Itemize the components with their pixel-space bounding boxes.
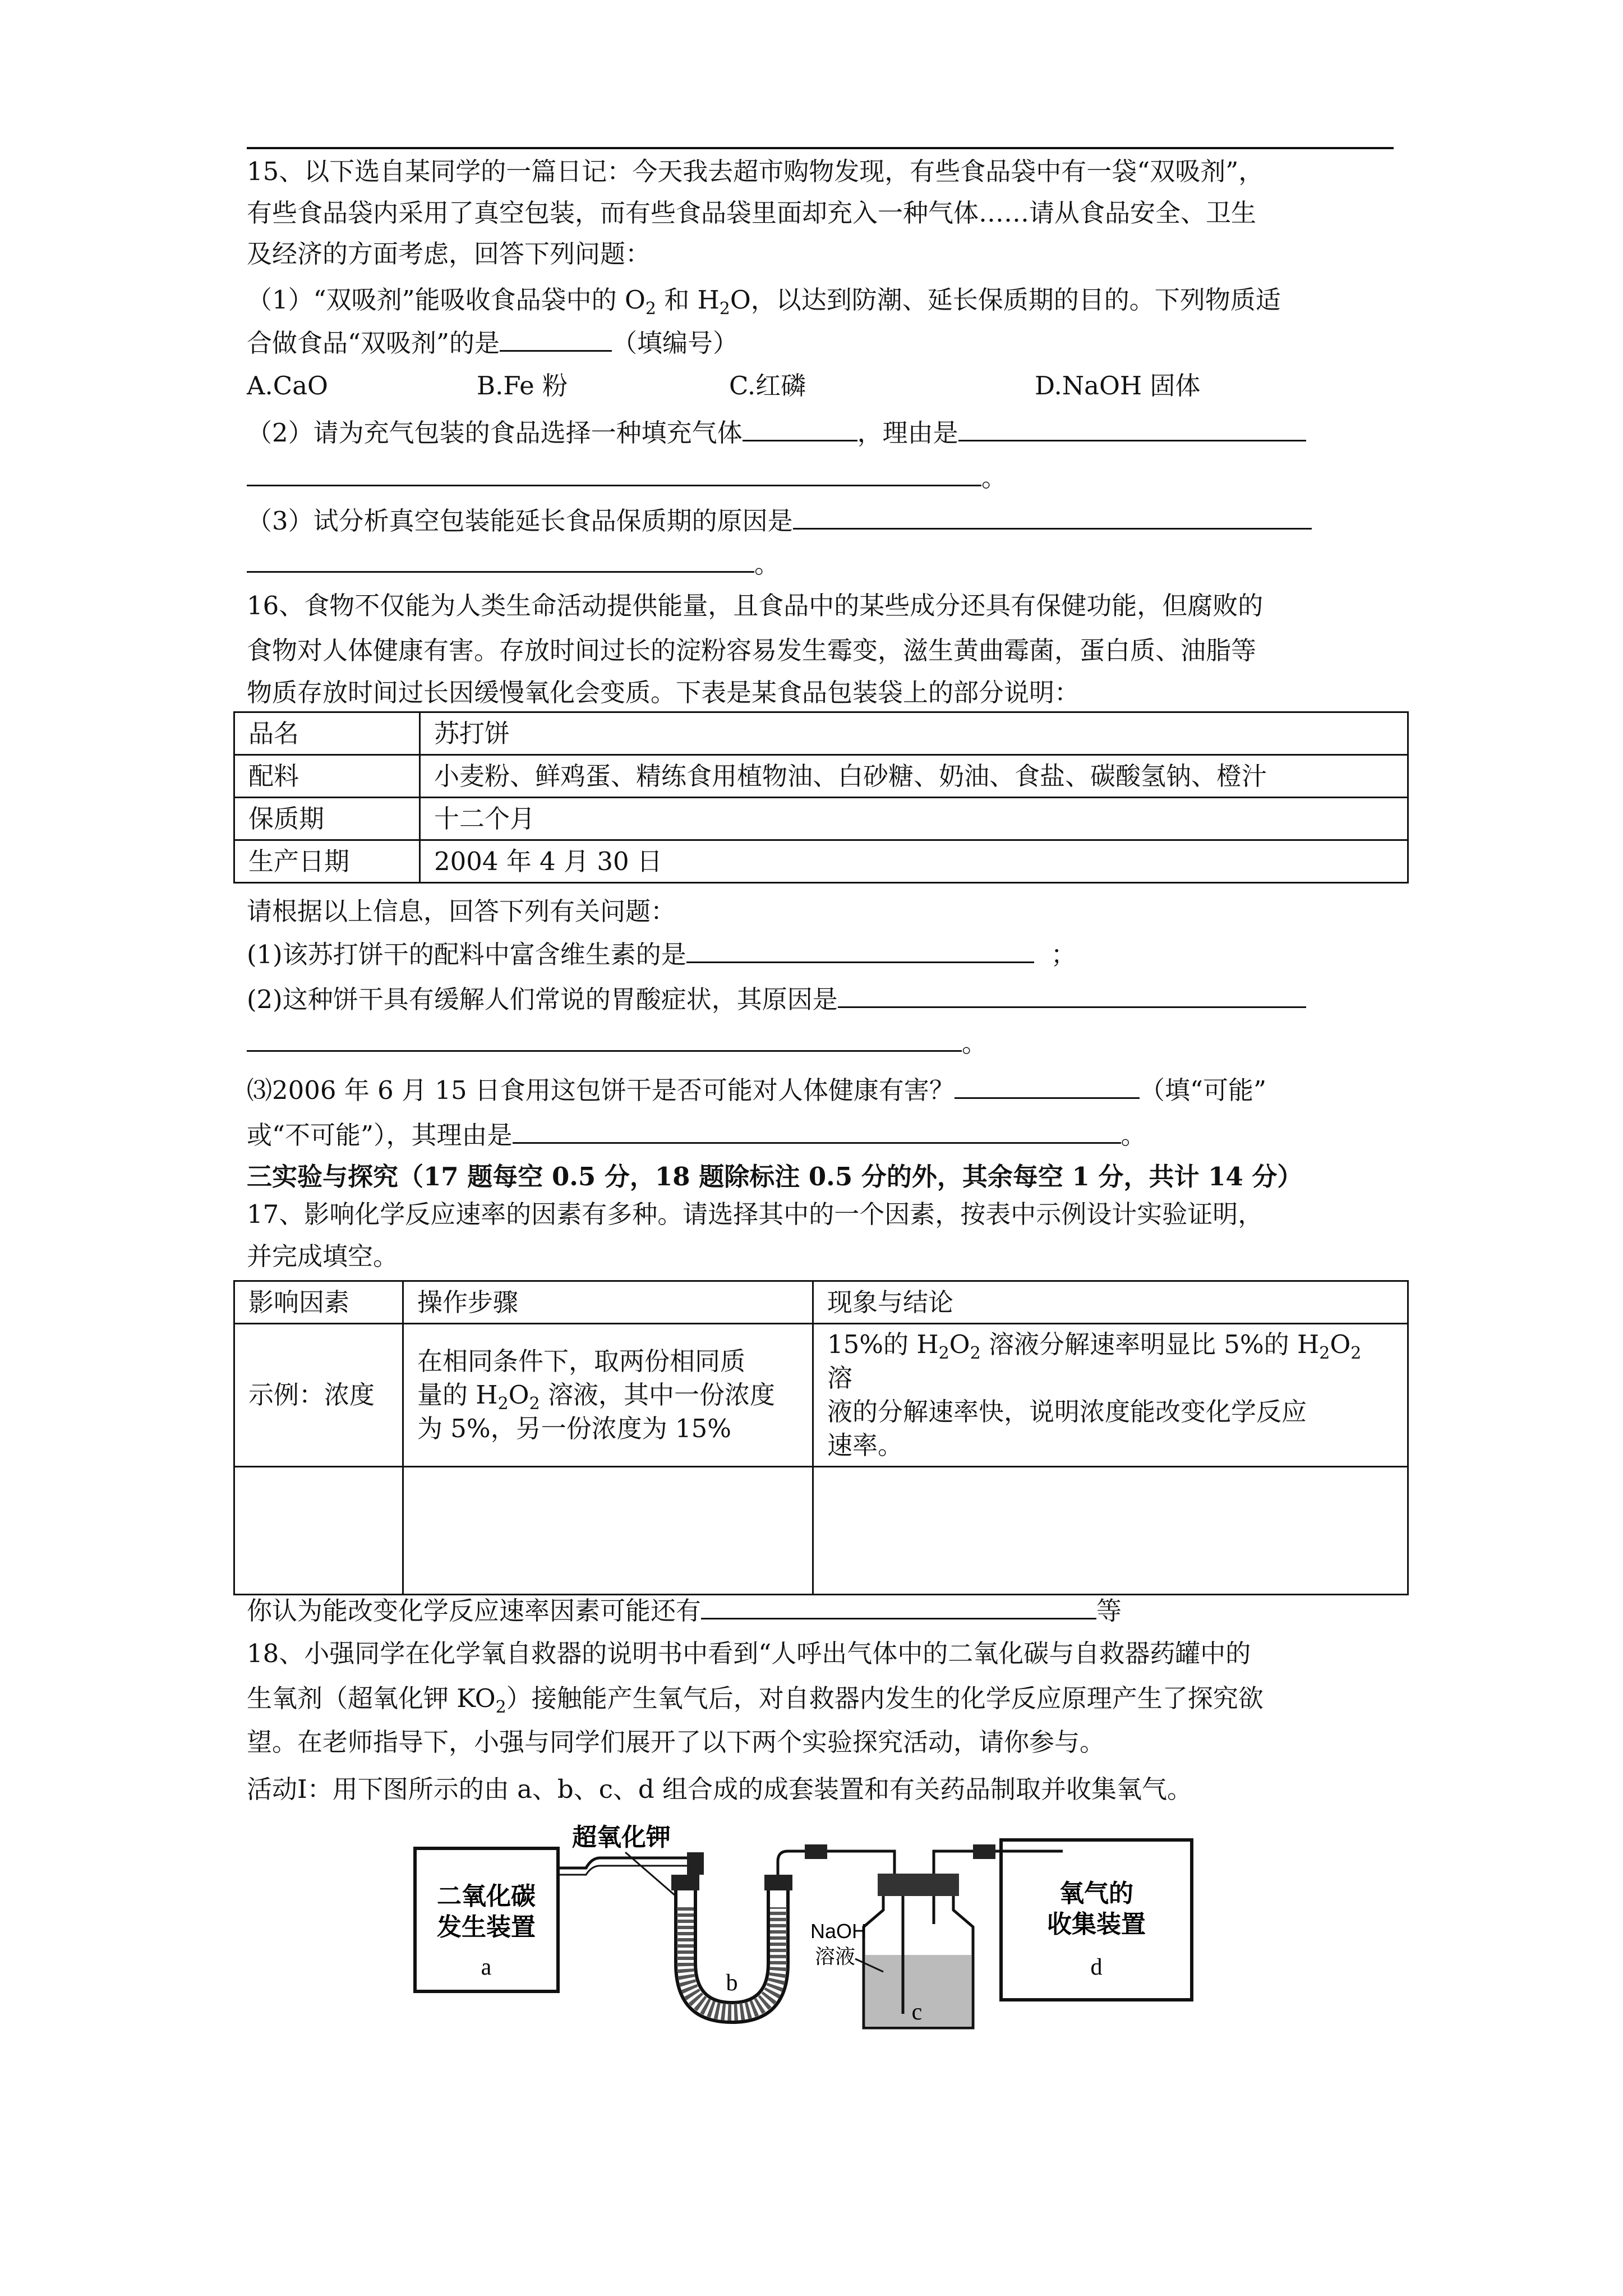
- column-header: 操作步骤: [403, 1281, 813, 1324]
- box-d-label-line-1: 氧气的: [1059, 1880, 1133, 1907]
- potassium-superoxide-fill: [685, 1907, 778, 2012]
- q15-part1-line-1: （1）“双吸剂”能吸收食品袋中的 $O_2$ 和 $H_2O$，以达到防潮、延长保质期的目的。下列物质适: [247, 285, 1281, 319]
- q15-option-b: B.Fe 粉: [477, 371, 568, 401]
- table-cell-value: 2004 年 4 月 30 日: [420, 840, 1408, 883]
- top-rule: [247, 147, 1394, 149]
- q15-option-a: A.CaO: [247, 371, 328, 401]
- q16-intro-line-2: 食物对人体健康有害。存放时间过长的淀粉容易发生霉变，滋生黄曲霉菌，蛋白质、油脂等: [247, 636, 1257, 665]
- answer-blank[interactable]: [955, 1071, 1140, 1099]
- answer-blank[interactable]: [500, 324, 612, 352]
- connecting-tube: [934, 1851, 1063, 1874]
- answer-blank[interactable]: [247, 1024, 962, 1052]
- table-cell-value: 苏打饼: [420, 712, 1408, 755]
- answer-blank[interactable]: [701, 1592, 1096, 1619]
- q15-part1-line-2: 合做食品“双吸剂”的是 （填编号）: [247, 324, 738, 360]
- table-header-row: [234, 1281, 1408, 1324]
- q16-part2-line-1: (2)这种饼干具有缓解人们常说的胃酸症状，其原因是: [247, 981, 1306, 1016]
- product-label-table: [233, 711, 1409, 884]
- q17-intro-line-1: 17、影响化学反应速率的因素有多种。请选择其中的一个因素，按表中示例设计实验证明，: [247, 1199, 1264, 1229]
- example-result-cell: 15%的 $H_2O_2$ 溶液分解速率明显比 5%的 $H_2O_2$ 溶 液的分解速率快，说明浓度能改变化学反应 速率。: [813, 1324, 1408, 1467]
- table-cell-label: 生产日期: [234, 840, 420, 883]
- q15-part3-line-1: （3）试分析真空包装能延长食品保质期的原因是: [247, 502, 1312, 538]
- q15-part2-line-2: 。: [247, 459, 1007, 495]
- rubber-connector: [973, 1844, 995, 1859]
- answer-row[interactable]: [234, 1467, 1408, 1595]
- q15-intro-line-3: 及经济的方面考虑，回答下列问题：: [247, 239, 651, 269]
- column-header: 现象与结论: [813, 1281, 1408, 1324]
- answer-blank[interactable]: [838, 981, 1306, 1008]
- q16-intro-line-3: 物质存放时间过长因缓慢氧化会变质。下表是某食品包装袋上的部分说明：: [247, 678, 1080, 707]
- q15-option-c: C.红磷: [729, 371, 806, 401]
- label-d: d: [1090, 1954, 1103, 1980]
- answer-blank[interactable]: [743, 414, 857, 441]
- example-steps-cell: 在相同条件下，取两份相同质 量的 $H_2O_2$ 溶液，其中一份浓度 为 5%，另一份浓度为 15%: [403, 1324, 813, 1467]
- section3-heading: 三实验与探究（17 题每空 0.5 分，18 题除标注 0.5 分的外，其余每空 1 分，共计 14 分）: [247, 1162, 1303, 1191]
- q18-intro-line-2: 生氧剂（超氧化钾 $KO_2$）接触能产生氧气后，对自救器内发生的化学反应原理产生了探究欲: [247, 1683, 1264, 1717]
- q16-part2-line-2: 。: [247, 1024, 987, 1060]
- answer-blank[interactable]: [247, 545, 754, 573]
- answer-blank[interactable]: [686, 936, 1034, 963]
- reagent-c-label-line-2: 溶液: [815, 1945, 856, 1968]
- answer-cell[interactable]: [234, 1467, 403, 1595]
- table-cell-label: 保质期: [234, 798, 420, 840]
- label-c: c: [911, 1999, 923, 2025]
- q16-part3-line-2: 或“不可能”），其理由是 。: [247, 1116, 1146, 1152]
- answer-cell[interactable]: [813, 1467, 1408, 1595]
- q16-ask: 请根据以上信息，回答下列有关问题：: [247, 896, 676, 926]
- bottle-stopper: [878, 1874, 959, 1896]
- answer-blank[interactable]: [793, 502, 1312, 530]
- rubber-stopper: [671, 1875, 699, 1890]
- q18-intro-line-3: 望。在老师指导下，小强与同学们展开了以下两个实验探究活动，请你参与。: [247, 1727, 1105, 1757]
- q17-intro-line-2: 并完成填空。: [247, 1241, 399, 1271]
- rubber-stopper: [687, 1852, 704, 1875]
- q15-intro-line-2: 有些食品袋内采用了真空包装，而有些食品袋里面却充入一种气体……请从食品安全、卫生: [247, 198, 1257, 228]
- q16-intro-line-1: 16、食物不仅能为人类生命活动提供能量，且食品中的某些成分还具有保健功能，但腐败的: [247, 591, 1264, 620]
- q15-option-d: D.NaOH 固体: [1035, 371, 1201, 401]
- table-cell-value: 十二个月: [420, 798, 1408, 840]
- table-cell-value: 小麦粉、鲜鸡蛋、精练食用植物油、白砂糖、奶油、食盐、碳酸氢钠、橙汁: [420, 755, 1408, 798]
- answer-cell[interactable]: [403, 1467, 813, 1595]
- q18-activity-1: 活动Ⅰ：用下图所示的由 a、b、c、d 组合成的成套装置和有关药品制取并收集氧气。: [247, 1774, 1193, 1804]
- answer-blank[interactable]: [958, 414, 1306, 441]
- answer-blank[interactable]: [247, 459, 981, 486]
- q15-intro-line-1: 15、以下选自某同学的一篇日记：今天我去超市购物发现，有些食品袋中有一袋“双吸剂”，: [247, 157, 1264, 186]
- experiment-design-table: [233, 1280, 1409, 1595]
- table-cell-label: 配料: [234, 755, 420, 798]
- rubber-connector: [805, 1844, 827, 1859]
- q15-part2-line-1: （2）请为充气包装的食品选择一种填充气体 ，理由是: [247, 414, 1306, 450]
- q18-intro-line-1: 18、小强同学在化学氧自救器的说明书中看到“人呼出气体中的二氧化碳与自救器药罐中的: [247, 1639, 1251, 1668]
- apparatus-diagram: [412, 1812, 1209, 2036]
- table-row: [234, 840, 1408, 883]
- table-cell-label: 品名: [234, 712, 420, 755]
- reagent-b-label: 超氧化钾: [572, 1824, 671, 1851]
- rubber-stopper: [764, 1875, 792, 1890]
- table-row: [234, 798, 1408, 840]
- q16-part1: (1)该苏打饼干的配料中富含维生素的是 ；: [247, 936, 1076, 972]
- table-row: [234, 1324, 1408, 1467]
- box-a-label-line-2: 发生装置: [437, 1913, 536, 1941]
- q17-followup: 你认为能改变化学反应速率因素可能还有 等: [247, 1592, 1122, 1628]
- example-factor-cell: 示例：浓度: [234, 1324, 403, 1467]
- q16-part3-line-1: ⑶2006 年 6 月 15 日食用这包饼干是否可能对人体健康有害？ （填“可能”: [247, 1071, 1266, 1107]
- connecting-tube: [778, 1851, 895, 1896]
- label-a: a: [481, 1954, 492, 1980]
- answer-blank[interactable]: [513, 1116, 1121, 1144]
- reagent-c-label-line-1: NaOH: [810, 1920, 867, 1943]
- table-row: [234, 755, 1408, 798]
- column-header: 影响因素: [234, 1281, 403, 1324]
- q15-part3-line-2: 。: [247, 545, 780, 581]
- box-a-label-line-1: 二氧化碳: [437, 1883, 536, 1910]
- table-row: [234, 712, 1408, 755]
- label-b: b: [726, 1970, 738, 1996]
- box-d-label-line-2: 收集装置: [1047, 1911, 1146, 1938]
